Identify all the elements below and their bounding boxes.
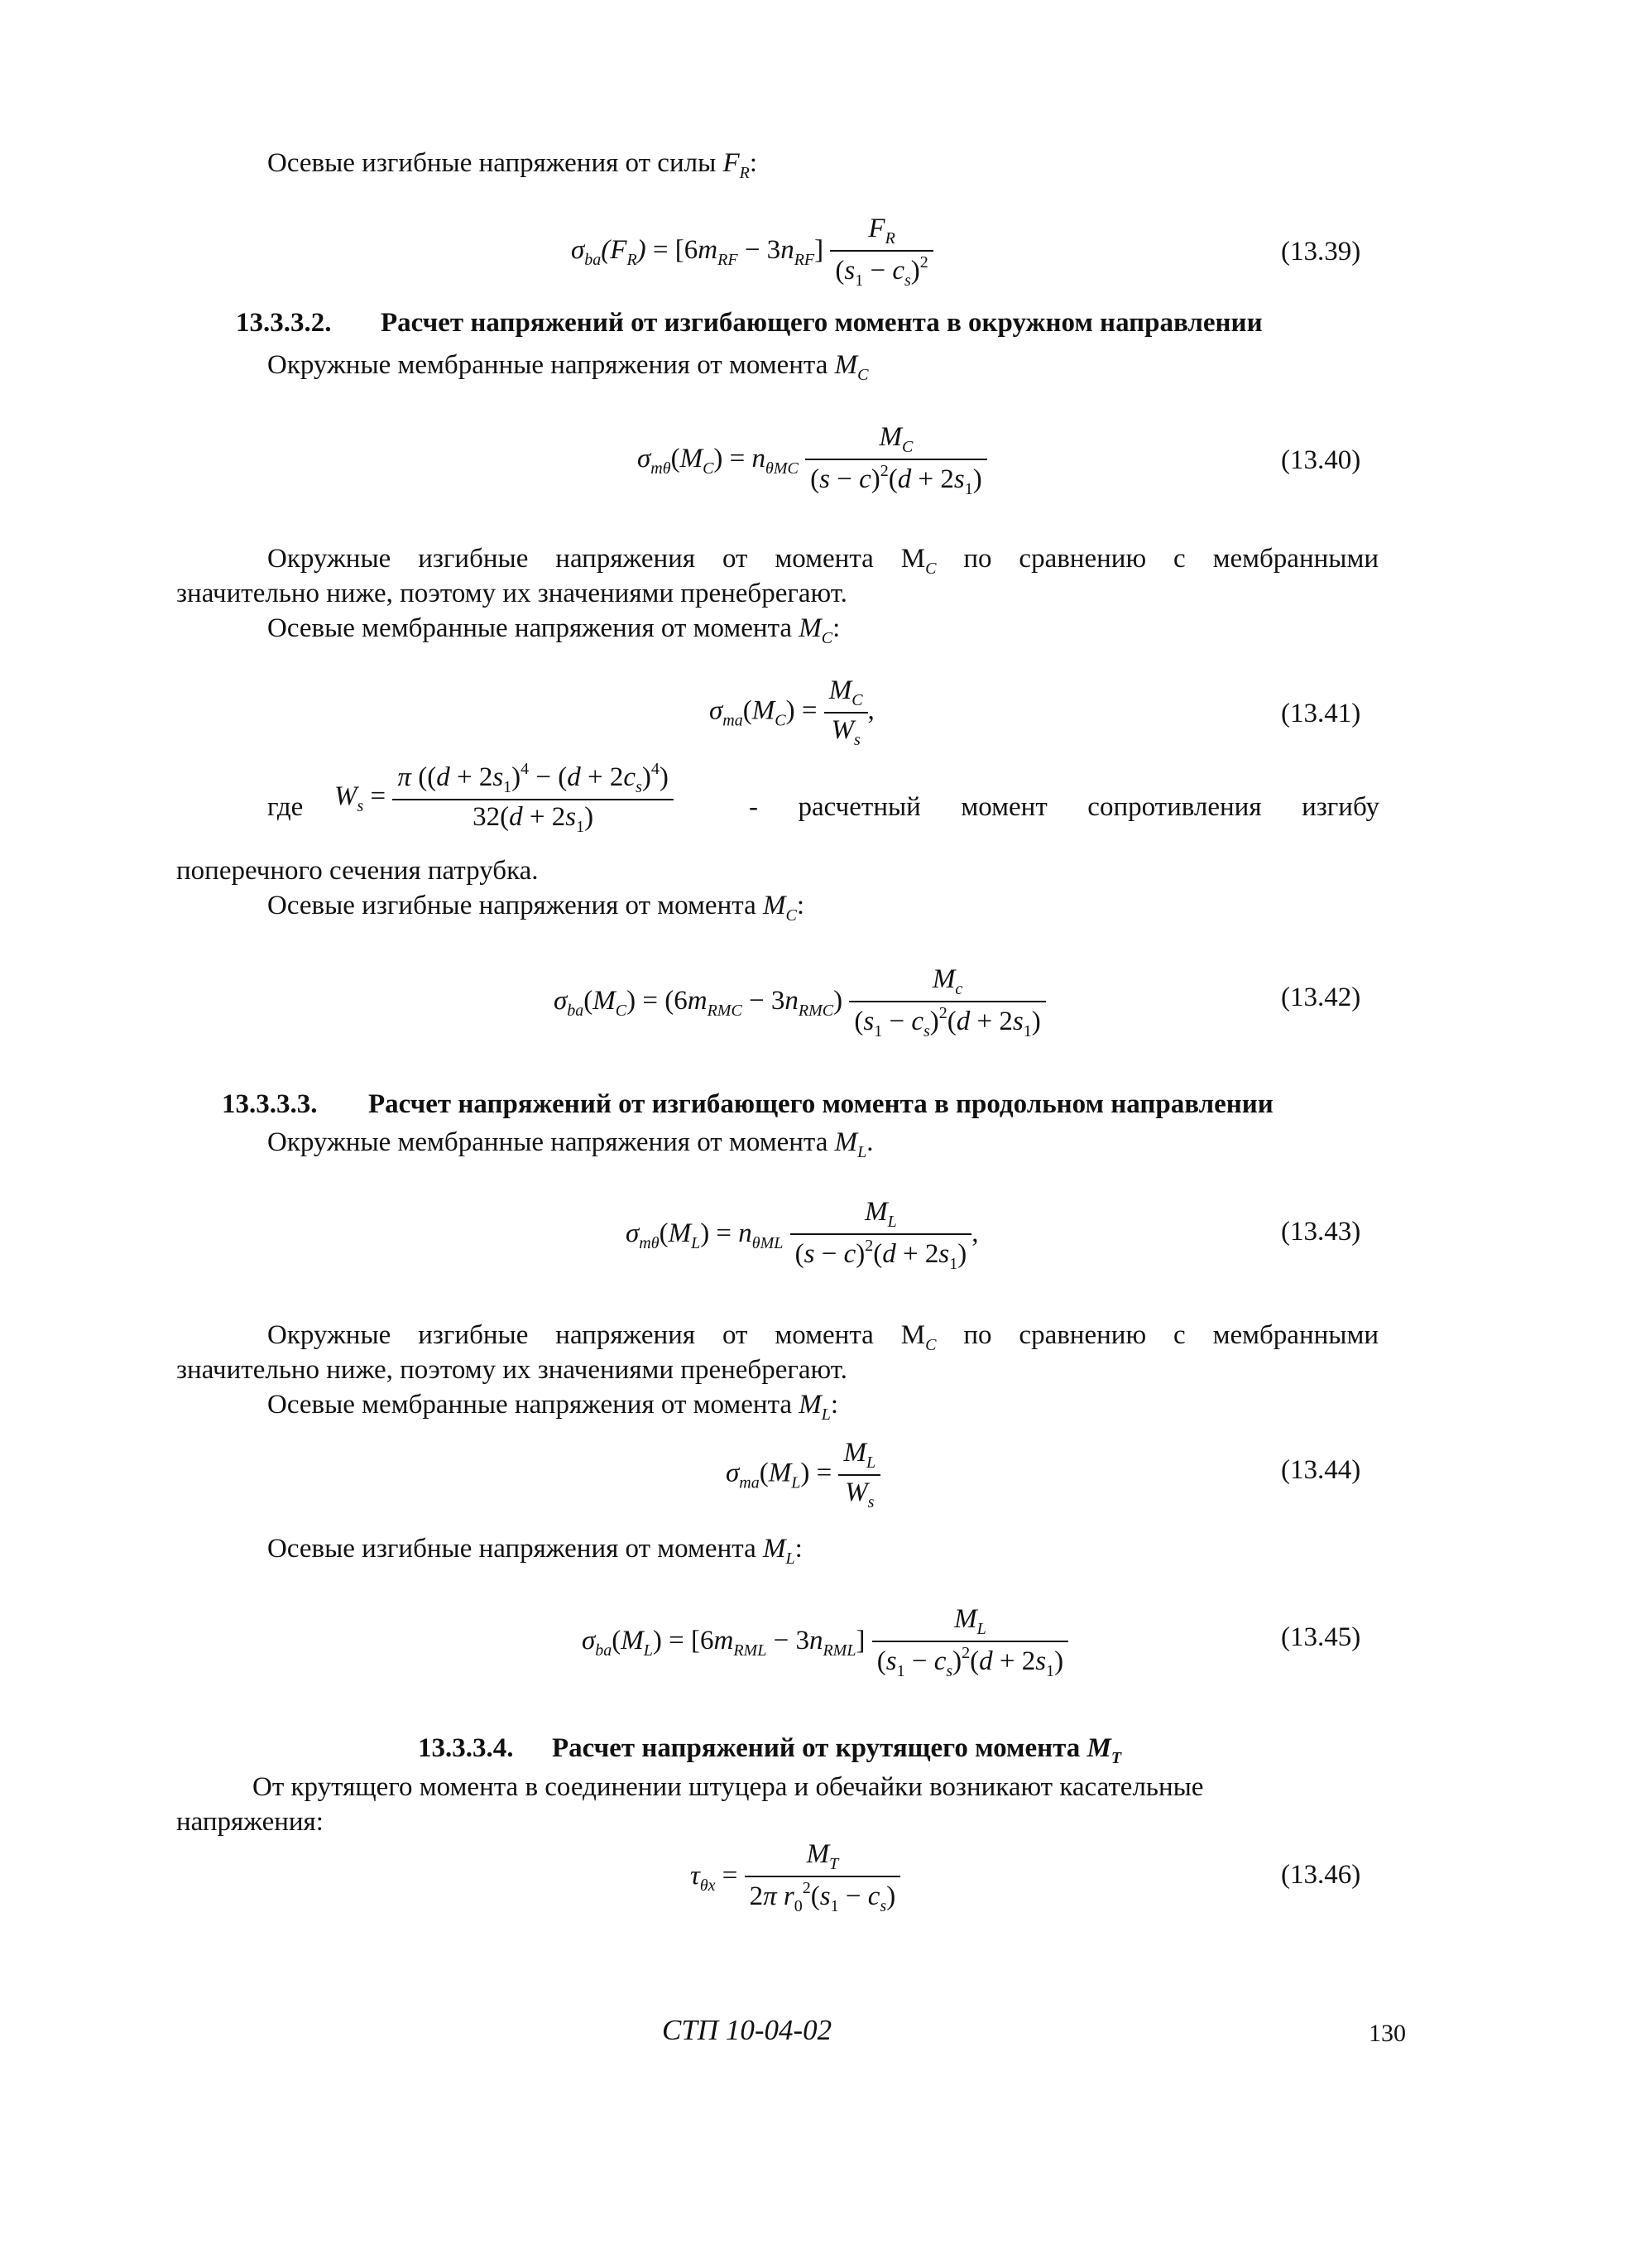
page-number: 130: [1369, 2020, 1406, 2047]
text-paragraph: Окружные изгибные напряжения от момента $M_C$ по сравнению с мембранными: [267, 544, 1379, 578]
equation-number: (13.43): [1281, 1217, 1361, 1247]
section-heading-number: 13.3.3.2.: [236, 308, 332, 338]
text-paragraph: Осевые мембранные напряжения от момента $M_L$:: [267, 1390, 839, 1424]
equation-number: (13.46): [1281, 1860, 1361, 1890]
equation-number: (13.42): [1281, 983, 1361, 1012]
equation-13-46: $\tau_{\theta x}$ = $\frac{M_T}{2\pi r_0^2(s_1 - c_s)}$: [690, 1839, 900, 1916]
equation-number: (13.39): [1281, 237, 1361, 267]
text-paragraph: Осевые изгибные напряжения от момента $M_C$:: [267, 891, 804, 925]
section-heading-number: 13.3.3.4.: [418, 1733, 514, 1763]
text-paragraph: значительно ниже, поэтому их значениями пренебрегают.: [176, 1355, 847, 1385]
where-description: - расчетный момент сопротивления изгибу: [749, 792, 1379, 822]
text-paragraph: Окружные изгибные напряжения от момента $M_C$ по сравнению с мембранными: [267, 1320, 1379, 1354]
equation-13-40: $\sigma_{m\theta}(M_C) = n_{\theta MC}$ $\frac{M_C}{(s - c)^2(d + 2s_1)}$: [637, 422, 987, 499]
equation-number: (13.41): [1281, 699, 1361, 728]
equation-13-42: $\sigma_{ba}(M_C) = (6m_{RMC} - 3n_{RMC})$ $\frac{M_c}{(s_1 - c_s)^2(d + 2s_1)}$: [554, 964, 1046, 1041]
text-paragraph: Осевые мембранные напряжения от момента $M_C$:: [267, 613, 841, 647]
equation-number: (13.40): [1281, 445, 1361, 475]
equation-13-39: $\sigma_{ba}(F_R) = [6m_{RF} - 3n_{RF}]$ $\frac{F_R}{(s_1 - c_s)^2}$: [571, 214, 933, 291]
section-heading-title: Расчет напряжений от изгибающего момента в продольном направлении: [368, 1089, 1274, 1119]
equation-13-41: $\sigma_{ma}(M_C)$ = $\frac{M_C}{W_s}$ ,: [709, 675, 875, 749]
text-paragraph: значительно ниже, поэтому их значениями пренебрегают.: [176, 579, 847, 608]
equation-number: (13.45): [1281, 1622, 1361, 1652]
text-paragraph: поперечного сечения патрубка.: [176, 856, 539, 886]
equation-number: (13.44): [1281, 1455, 1361, 1485]
section-heading-title: Расчет напряжений от крутящего момента $M_T$: [552, 1733, 1122, 1767]
equation-13-43: $\sigma_{m\theta}(M_L) = n_{\theta ML}$ $\frac{M_L}{(s - c)^2(d + 2s_1)}$ ,: [626, 1197, 979, 1273]
text-paragraph: Осевые изгибные напряжения от момента $M_L$:: [267, 1534, 803, 1568]
section-heading-title: Расчет напряжений от изгибающего момента в окружном направлении: [381, 308, 1263, 338]
equation-ws: $W_s$ = $\frac{\pi ((d + 2s_1)^4 - (d + 2c_s)^4)}{32(d + 2s_1)}$: [334, 760, 674, 837]
equation-13-44: $\sigma_{ma}(M_L)$ = $\frac{M_L}{W_s}$: [726, 1438, 880, 1512]
text-paragraph: Окружные мембранные напряжения от момента $M_C$: [267, 350, 869, 384]
text-paragraph: От крутящего момента в соединении штуцера и обечайки возникают касательные: [252, 1772, 1204, 1802]
equation-13-45: $\sigma_{ba}(M_L) = [6m_{RML} - 3n_{RML}]$ $\frac{M_L}{(s_1 - c_s)^2(d + 2s_1)}$: [582, 1604, 1068, 1681]
section-heading-number: 13.3.3.3.: [222, 1089, 318, 1119]
text-paragraph: Осевые изгибные напряжения от силы $F_R$:: [267, 148, 758, 182]
text-paragraph: напряжения:: [176, 1807, 324, 1837]
footer-document-code: СТП 10-04-02: [662, 2014, 832, 2046]
where-label: где: [267, 792, 304, 822]
text-paragraph: Окружные мембранные напряжения от момента $M_L$.: [267, 1127, 874, 1161]
